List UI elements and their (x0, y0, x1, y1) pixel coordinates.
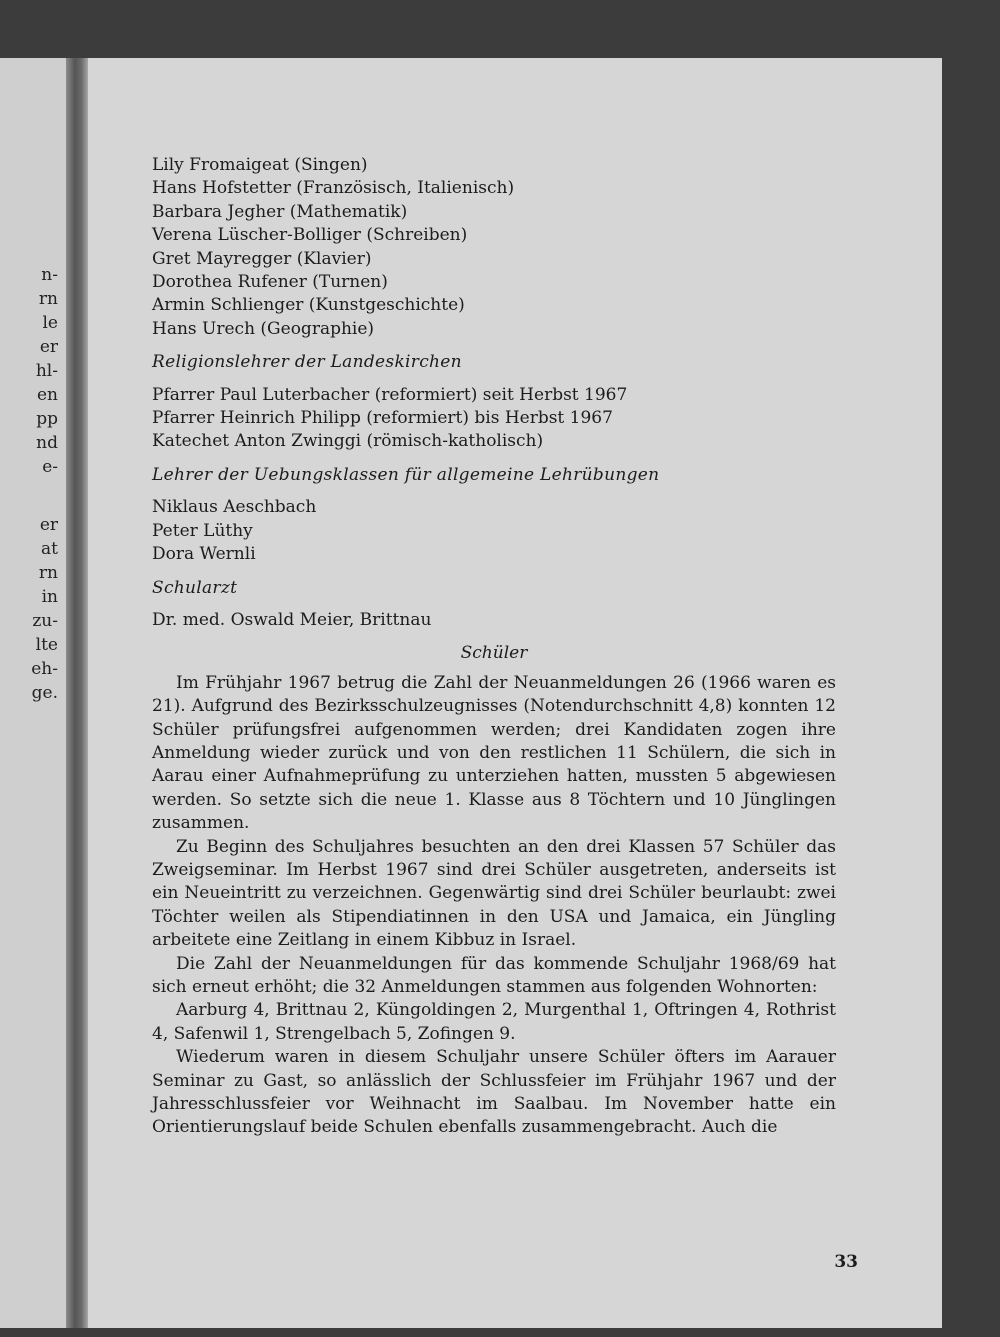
students-paragraph: Im Frühjahr 1967 betrug die Zahl der Neuanmeldungen 26 (1966 waren es 21). Aufgrund des Bezirksschulzeugnisses (Notendurchschnitt 4,8) konnten 12 Schüler prüfungsfrei aufgenommen werden; drei Kandidaten zogen ihre Anmeldung wieder zurück und von den restlichen 11 Schülern, die sich in Aarau einer Aufnahmeprüfung zu unterziehen hatten, mussten 5 abgewiesen werden. So setzte sich die neue 1. Klasse aus 8 Töchtern und 10 Jünglingen zusammen. (152, 672, 836, 834)
left-page-fragment: ge. (31, 683, 58, 703)
left-page-edge (0, 58, 66, 1328)
page-number: 33 (834, 1252, 858, 1272)
teacher-entry: Hans Urech (Geographie) (152, 318, 375, 339)
left-page-fragment: e- (42, 457, 58, 477)
book-gutter (66, 58, 88, 1328)
teacher-entry: Hans Hofstetter (Französisch, Italienisch) (152, 178, 515, 199)
religion-entry: Katechet Anton Zwinggi (römisch-katholisch) (152, 431, 544, 452)
religion-heading: Religionslehrer der Landeskirchen (152, 352, 462, 373)
teacher-entry: Dorothea Rufener (Turnen) (152, 272, 388, 293)
practice-heading: Lehrer der Uebungsklassen für allgemeine Lehrübungen (152, 464, 660, 485)
practice-list (152, 496, 836, 566)
religion-entry: Pfarrer Paul Luterbacher (reformiert) seit Herbst 1967 (152, 384, 628, 405)
left-page-fragment: at (41, 539, 58, 559)
left-page-fragment: rn (38, 289, 58, 309)
left-page-fragment: hl- (35, 361, 58, 381)
teacher-entry: Verena Lüscher-Bolliger (Schreiben) (152, 225, 468, 246)
left-page-fragment: eh- (31, 659, 58, 679)
practice-entry: Niklaus Aeschbach (152, 497, 317, 518)
right-page (88, 58, 942, 1328)
left-page-fragment: n- (41, 265, 58, 285)
teacher-entry: Armin Schlienger (Kunstgeschichte) (152, 295, 465, 316)
students-paragraph: Wiederum waren in diesem Schuljahr unsere Schüler öfters im Aarauer Seminar zu Gast, so anlässlich der Schlussfeier im Frühjahr 1967 und der Jahresschlussfeier vor Weihnacht im Saalbau. Im November hatte ein Orientierungslauf beide Schulen ebenfalls zusammengebracht. Auch die (152, 1047, 836, 1138)
left-page-fragment: nd (36, 433, 58, 453)
practice-entry: Peter Lüthy (152, 520, 253, 541)
left-page-fragment: rn (38, 563, 58, 583)
students-paragraph: Aarburg 4, Brittnau 2, Küngoldingen 2, Murgenthal 1, Oftringen 4, Rothrist 4, Safenwil 1, Strengelbach 5, Zofingen 9. (152, 1000, 836, 1044)
doctor-name: Dr. med. Oswald Meier, Brittnau (152, 609, 432, 630)
religion-entry: Pfarrer Heinrich Philipp (reformiert) bis Herbst 1967 (152, 408, 613, 429)
teacher-entry: Lily Fromaigeat (Singen) (152, 155, 368, 175)
doctor-heading: Schularzt (152, 577, 238, 598)
left-page-fragment: lte (35, 635, 58, 655)
religion-list (152, 384, 836, 454)
left-page-fragment: zu- (32, 611, 58, 631)
practice-entry: Dora Wernli (152, 544, 256, 565)
left-page-fragment: en (36, 385, 58, 405)
students-heading: Schüler (460, 643, 528, 664)
left-page-fragment: in (41, 587, 58, 607)
left-page-fragment: er (39, 337, 58, 357)
teacher-entry: Gret Mayregger (Klavier) (152, 248, 372, 269)
left-page-fragment: er (39, 515, 58, 535)
page-content (152, 154, 836, 1140)
teacher-entry: Barbara Jegher (Mathematik) (152, 201, 408, 222)
left-page-fragment: le (42, 313, 58, 333)
students-paragraph: Die Zahl der Neuanmeldungen für das kommende Schuljahr 1968/69 hat sich erneut erhöht; die 32 Anmeldungen stammen aus folgenden Wohnorten: (152, 953, 836, 997)
teacher-list (152, 154, 836, 341)
left-page-fragment: pp (36, 409, 58, 429)
students-paragraph: Zu Beginn des Schuljahres besuchten an den drei Klassen 57 Schüler das Zweigseminar. Im Herbst 1967 sind drei Schüler ausgetreten, anderseits ist ein Neueintritt zu verzeichnen. Gegenwärtig sind drei Schüler beurlaubt: zwei Töchter weilen als Stipendiatinnen in den USA und Jamaica, ein Jüngling arbeitete eine Zeitlang in einem Kibbuz in Israel. (152, 836, 836, 951)
